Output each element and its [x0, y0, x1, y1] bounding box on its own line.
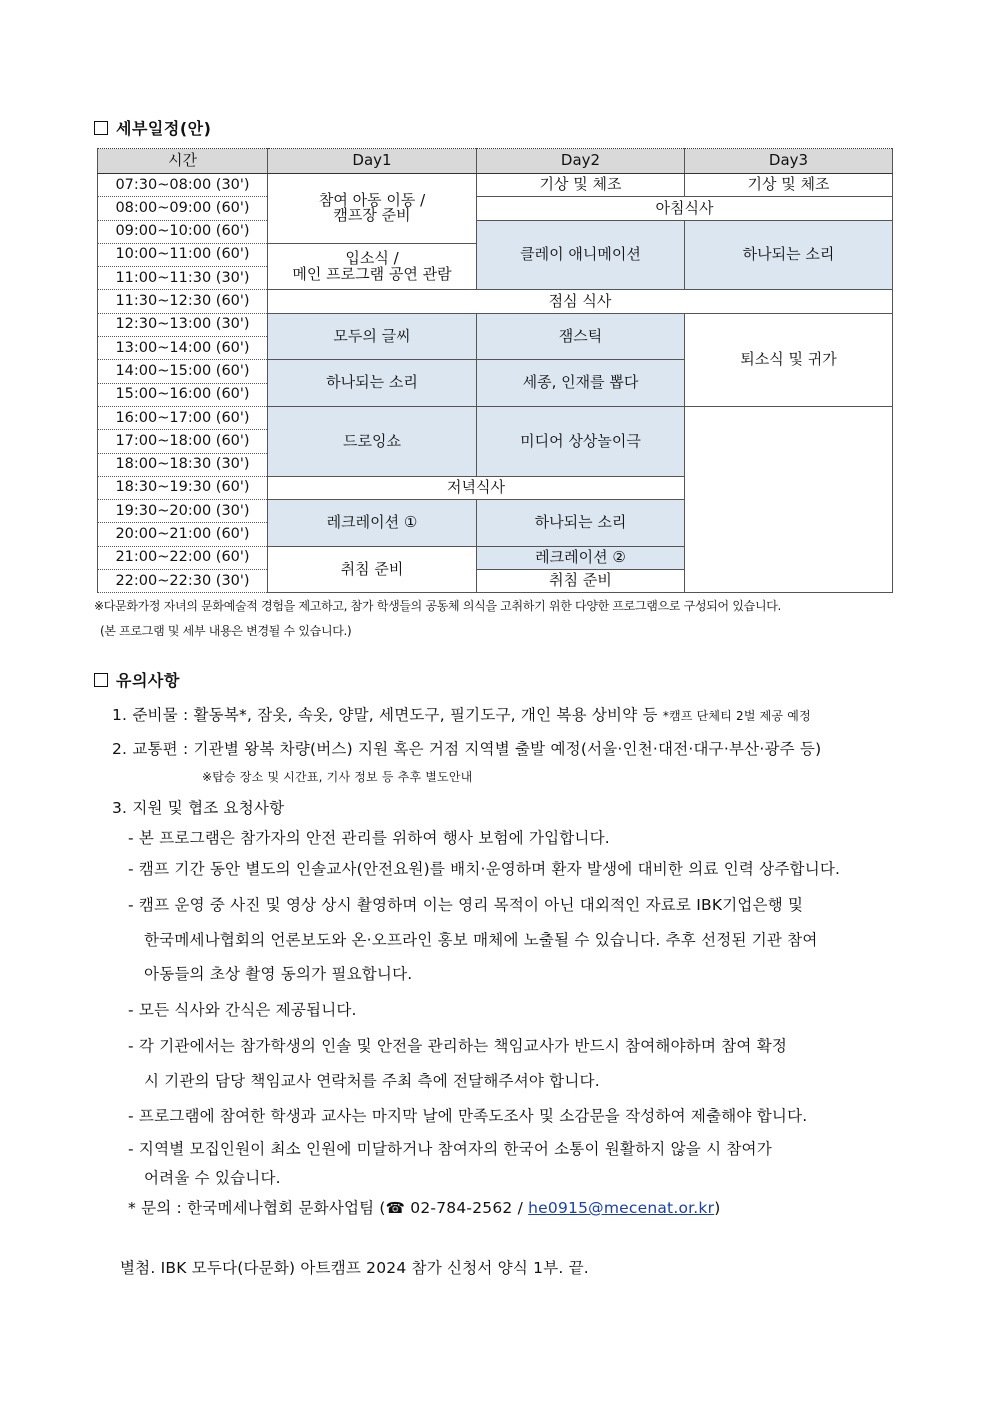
- caution-item-supplies: 1. 준비물 : 활동복*, 잠옷, 속옷, 양말, 세면도구, 필기도구, 개인 복용 상비약 등 *캠프 단체티 2벌 제공 예정: [112, 706, 811, 724]
- time-cell: 21:00~22:00 (60'): [98, 546, 268, 569]
- contact-line: * 문의 : 한국메세나협회 문화사업팀 (☎ 02-784-2562 / he0915@mecenat.or.kr): [128, 1199, 721, 1217]
- schedule-section-title: 세부일정(안): [94, 116, 211, 139]
- dinner-cell: 저녁식사: [268, 476, 685, 499]
- header-day2: Day2: [477, 149, 685, 174]
- breakfast-cell: 아침식사: [477, 197, 893, 220]
- schedule-table: [97, 148, 893, 593]
- contact-email-link[interactable]: he0915@mecenat.or.kr: [528, 1199, 715, 1217]
- checkbox-square-icon: [94, 673, 108, 687]
- day2-clay-cell: 클레이 애니메이션: [477, 220, 685, 290]
- day1-writing-cell: 모두의 글씨: [268, 313, 477, 360]
- caution-line: 시 기관의 담당 책임교사 연락처를 주최 측에 전달해주셔야 합니다.: [144, 1072, 600, 1090]
- schedule-note: ※다문화가정 자녀의 문화예술적 경험을 제고하고, 참가 학생들의 공동체 의식을 고취하기 위한 다양한 프로그램으로 구성되어 있습니다.: [94, 599, 782, 613]
- day1-opening-cell: 입소식 / 메인 프로그램 공연 관람: [268, 243, 477, 290]
- caution-line: - 모든 식사와 간식은 제공됩니다.: [128, 1001, 357, 1019]
- day2-media-cell: 미디어 상상놀이극: [477, 406, 685, 476]
- time-cell: 10:00~11:00 (60'): [98, 243, 268, 266]
- caution-line: 어려울 수 있습니다.: [144, 1169, 281, 1187]
- day2-sound-cell: 하나되는 소리: [477, 500, 685, 547]
- transport-note: ※탑승 장소 및 시간표, 기사 정보 등 추후 별도안내: [202, 770, 473, 784]
- caution-line: 한국메세나협회의 언론보도와 온·오프라인 홍보 매체에 노출될 수 있습니다. 추후 선정된 기관 참여: [144, 931, 818, 949]
- day1-drawing-cell: 드로잉쇼: [268, 406, 477, 476]
- supplies-note: *캠프 단체티 2벌 제공 예정: [662, 709, 811, 723]
- time-cell: 09:00~10:00 (60'): [98, 220, 268, 243]
- day2-jamstick-cell: 잼스틱: [477, 313, 685, 360]
- caution-item-transport: 2. 교통편 : 기관별 왕복 차량(버스) 지원 혹은 거점 지역별 출발 예정(서울·인천·대전·대구·부산·광주 등): [112, 740, 822, 758]
- day2-wake-cell: 기상 및 체조: [477, 174, 685, 197]
- time-cell: 16:00~17:00 (60'): [98, 406, 268, 429]
- time-cell: 22:00~22:30 (30'): [98, 570, 268, 593]
- time-cell: 07:30~08:00 (30'): [98, 174, 268, 197]
- time-cell: 12:30~13:00 (30'): [98, 313, 268, 336]
- caution-line: - 각 기관에서는 참가학생의 인솔 및 안전을 관리하는 책임교사가 반드시 참여해야하며 참여 확정: [128, 1037, 788, 1055]
- day3-leave-cell: 퇴소식 및 귀가: [685, 313, 893, 406]
- table-header-row: [98, 149, 893, 174]
- time-cell: 14:00~15:00 (60'): [98, 360, 268, 383]
- day3-sound-cell: 하나되는 소리: [685, 220, 893, 290]
- day3-wake-cell: 기상 및 체조: [685, 174, 893, 197]
- time-cell: 11:30~12:30 (60'): [98, 290, 268, 313]
- day3-empty-cell: [685, 406, 893, 592]
- day1-sound-cell: 하나되는 소리: [268, 360, 477, 407]
- time-cell: 11:00~11:30 (30'): [98, 267, 268, 290]
- lunch-cell: 점심 식사: [268, 290, 893, 313]
- table-row: [98, 197, 893, 220]
- day2-recreation-cell: 레크레이션 ②: [477, 546, 685, 569]
- day1-bed-cell: 취침 준비: [268, 546, 477, 593]
- table-row: [98, 406, 893, 429]
- caution-item-support: 3. 지원 및 협조 요청사항: [112, 799, 285, 817]
- time-cell: 08:00~09:00 (60'): [98, 197, 268, 220]
- caution-line: - 본 프로그램은 참가자의 안전 관리를 위하여 행사 보험에 가입합니다.: [128, 829, 610, 847]
- time-cell: 13:00~14:00 (60'): [98, 337, 268, 360]
- table-row: [98, 290, 893, 313]
- time-cell: 15:00~16:00 (60'): [98, 383, 268, 406]
- table-row: [98, 174, 893, 197]
- caution-line: - 프로그램에 참여한 학생과 교사는 마지막 날에 만족도조사 및 소감문을 작성하여 제출해야 합니다.: [128, 1107, 808, 1125]
- caution-line: - 캠프 기간 동안 별도의 인솔교사(안전요원)를 배치·운영하며 환자 발생에 대비한 의료 인력 상주합니다.: [128, 860, 841, 878]
- time-cell: 19:30~20:00 (30'): [98, 500, 268, 523]
- table-row: [98, 313, 893, 336]
- time-cell: 18:30~19:30 (60'): [98, 476, 268, 499]
- caution-line: - 지역별 모집인원이 최소 인원에 미달하거나 참여자의 한국어 소통이 원활하지 않을 시 참여가: [128, 1140, 772, 1158]
- caution-section-title: 유의사항: [94, 668, 180, 691]
- time-cell: 18:00~18:30 (30'): [98, 453, 268, 476]
- checkbox-square-icon: [94, 121, 108, 135]
- time-cell: 17:00~18:00 (60'): [98, 430, 268, 453]
- day1-arrival-cell: 참여 아동 이동 / 캠프장 준비: [268, 174, 477, 244]
- day2-sejong-cell: 세종, 인재를 뽑다: [477, 360, 685, 407]
- caution-line: - 캠프 운영 중 사진 및 영상 상시 촬영하며 이는 영리 목적이 아닌 대외적인 자료로 IBK기업은행 및: [128, 896, 804, 914]
- header-time: 시간: [98, 149, 268, 174]
- day1-recreation-cell: 레크레이션 ①: [268, 500, 477, 547]
- schedule-change-note: (본 프로그램 및 세부 내용은 변경될 수 있습니다.): [100, 624, 352, 638]
- table-row: [98, 220, 893, 243]
- day2-bed-cell: 취침 준비: [477, 570, 685, 593]
- caution-line: 아동들의 초상 촬영 동의가 필요합니다.: [144, 965, 413, 983]
- time-cell: 20:00~21:00 (60'): [98, 523, 268, 546]
- header-day3: Day3: [685, 149, 893, 174]
- header-day1: Day1: [268, 149, 477, 174]
- attachment-line: 별첨. IBK 모두다(다문화) 아트캠프 2024 참가 신청서 양식 1부. 끝.: [120, 1259, 589, 1277]
